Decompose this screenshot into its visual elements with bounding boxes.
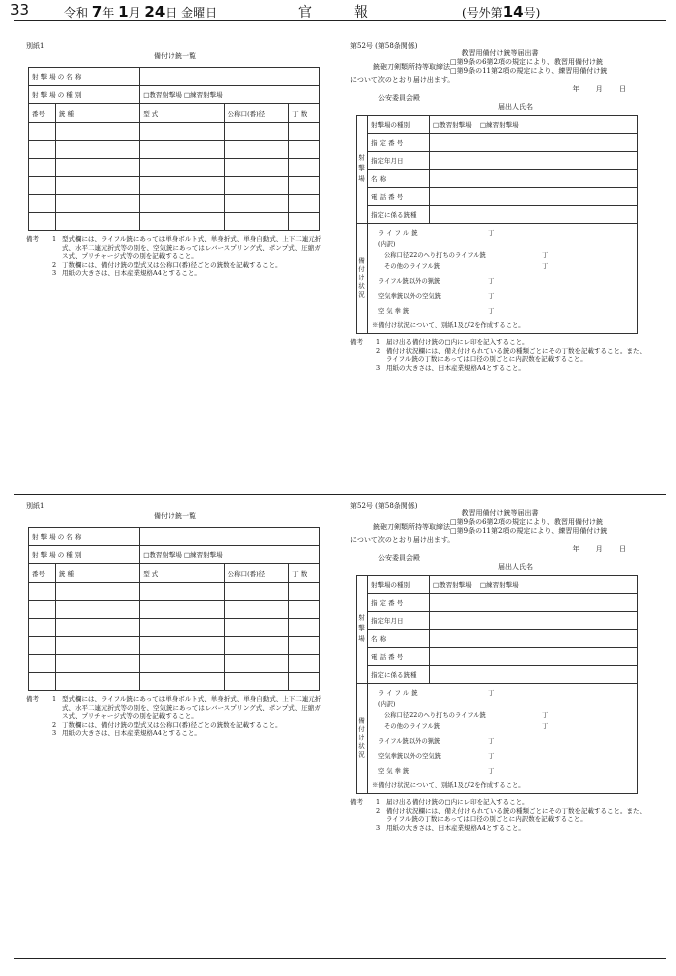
range-type-label: 射 撃 場 の 種 別 [29, 546, 140, 564]
field-designation-number: 指 定 番 号 [368, 134, 430, 152]
table-row [29, 141, 320, 159]
attachment-label: 別紙1 [26, 502, 45, 510]
issue-number: (号外第14号) [462, 3, 541, 21]
note-text: 届け出る備付け銃の□内にレ印を記入すること。 [386, 338, 529, 346]
law-suffix: について次のとおり届け出ます。 [350, 76, 455, 84]
addressee: 公安委員会殿 [378, 554, 420, 562]
col-caliber: 公称口(番)径 [224, 564, 289, 583]
applicant-name: 届出人氏名 [498, 103, 533, 111]
col-gun-type: 銃 種 [55, 104, 139, 123]
notes-tag: 備考 [26, 235, 39, 243]
form-block-bottom [0, 502, 676, 957]
col-caliber: 公称口(番)径 [224, 104, 289, 123]
attachment-title: 備付け銃一覧 [154, 512, 196, 520]
range-group-label: 射撃場 [357, 576, 368, 684]
form-block-top [0, 42, 676, 497]
field-gun-types: 指定に係る銃種 [368, 666, 430, 684]
status-group-label: 備付け状況 [357, 224, 368, 334]
form-52 [350, 42, 650, 372]
applicant-name: 届出人氏名 [498, 563, 533, 571]
date-line: 年 月 日 [572, 85, 626, 93]
law-reference: 銃砲刀剣類所持等取締法 □第9条の6第2項の規定により、教習用備付け銃 □第9条の11第2項の規定により、練習用備付け銃 [373, 518, 608, 535]
note-text: 丁数欄には、備付け銃の型式又は公称口(番)径ごとの銃数を記載すること。 [62, 260, 282, 269]
footer-rule [14, 958, 666, 959]
table-row [29, 637, 320, 655]
range-name-value [140, 528, 320, 546]
table-row [29, 159, 320, 177]
table-row [29, 655, 320, 673]
field-designation-number: 指 定 番 号 [368, 594, 430, 612]
form-notes: 備考 1 届け出る備付け銃の□内にレ印を記入すること。 2 備付け状況欄には、備え付けられている銃の種類ごとにその丁数を記載すること。また、ライフル銃の丁数にあっては口径の別ごとに内訳数を記載すること。 3 用紙の大きさは、日本産業規格A4とすること。 [350, 798, 650, 832]
gun-list-table [28, 527, 320, 691]
table-row [29, 213, 320, 231]
addressee: 公安委員会殿 [378, 94, 420, 102]
range-group-label: 射撃場 [357, 116, 368, 224]
range-type-options: □教習射撃場 □練習射撃場 [430, 116, 638, 134]
header-rule [14, 20, 666, 21]
range-type-label: 射撃場の種別 [368, 116, 430, 134]
col-model: 型 式 [140, 564, 224, 583]
form-table [356, 115, 638, 334]
field-name: 名 称 [368, 170, 430, 188]
attachment-1 [26, 42, 324, 278]
note-text: 丁数欄には、備付け銃の型式又は公称口(番)径ごとの銃数を記載すること。 [62, 720, 282, 729]
attachment-label: 別紙1 [26, 42, 45, 50]
range-type-options: □教習射撃場 □練習射撃場 [430, 576, 638, 594]
table-row [29, 177, 320, 195]
range-type-options: □教習射撃場 □練習射撃場 [140, 86, 320, 104]
form-label: 第52号 (第58条関係) [350, 42, 418, 50]
gun-list-table [28, 67, 320, 231]
note-text: 用紙の大きさは、日本産業規格A4とすること。 [386, 823, 525, 832]
issue-date: 令和 7年 1月 24日 金曜日 [64, 3, 218, 21]
table-header-row [29, 104, 320, 123]
form-notes: 備考 1 届け出る備付け銃の□内にレ印を記入すること。 2 備付け状況欄には、備え付けられている銃の種類ごとにその丁数を記載すること。また、ライフル銃の丁数にあっては口径の別ごとに内訳数を記載すること。 3 用紙の大きさは、日本産業規格A4とすること。 [350, 338, 650, 372]
field-phone: 電 話 番 号 [368, 188, 430, 206]
range-type-label: 射 撃 場 の 種 別 [29, 86, 140, 104]
note-text: 備付け状況欄には、備え付けられている銃の種類ごとにその丁数を記載すること。また、ライフル銃の丁数にあっては口径の別ごとに内訳数を記載すること。 [386, 346, 646, 363]
form-title: 教習用備付け銃等届出書 [461, 49, 539, 57]
form-title: 教習用備付け銃等届出書 [461, 509, 539, 517]
range-type-options: □教習射撃場 □練習射撃場 [140, 546, 320, 564]
status-note: ※備付け状況について、別紙1及び2を作成すること。 [372, 322, 525, 329]
range-name-value [140, 68, 320, 86]
note-text: 型式欄には、ライフル銃にあっては単身ボルト式、単身折式、単身自動式、上下二連元折式、水平二連元折式等の別を、空気銃にあってはレバースプリング式、ポンプ式、圧縮ガス式、プリチャージ式等の別を記載すること。 [62, 235, 322, 260]
note-text: 用紙の大きさは、日本産業規格A4とすること。 [62, 729, 201, 737]
col-number: 番号 [29, 564, 56, 583]
paper-name: 官報 [298, 5, 410, 21]
field-phone: 電 話 番 号 [368, 648, 430, 666]
attachment-1 [26, 502, 324, 738]
status-group-label: 備付け状況 [357, 684, 368, 794]
col-model: 型 式 [140, 104, 224, 123]
form-52 [350, 502, 650, 832]
table-row [29, 195, 320, 213]
attachment-title: 備付け銃一覧 [154, 52, 196, 60]
col-count: 丁 数 [289, 104, 320, 123]
attachment-notes: 備考 1 型式欄には、ライフル銃にあっては単身ボルト式、単身折式、単身自動式、上下二連元折式、水平二連元折式等の別を、空気銃にあってはレバースプリング式、ポンプ式、圧縮ガス式、プリチャージ式等の別を記載すること。 2 丁数欄には、備付け銃の型式又は公称口(番)径ごとの銃数を記載すること。 3 用紙の大きさは、日本産業規格A4とすること。 [26, 235, 324, 278]
col-gun-type: 銃 種 [55, 564, 139, 583]
form-label: 第52号 (第58条関係) [350, 502, 418, 510]
law-reference: 銃砲刀剣類所持等取締法 □第9条の6第2項の規定により、教習用備付け銃 □第9条の11第2項の規定により、練習用備付け銃 [373, 58, 608, 75]
field-designation-date: 指定年月日 [368, 612, 430, 630]
note-text: 用紙の大きさは、日本産業規格A4とすること。 [386, 363, 525, 372]
field-gun-types: 指定に係る銃種 [368, 206, 430, 224]
law-suffix: について次のとおり届け出ます。 [350, 536, 455, 544]
note-text: 備付け状況欄には、備え付けられている銃の種類ごとにその丁数を記載すること。また、ライフル銃の丁数にあっては口径の別ごとに内訳数を記載すること。 [386, 806, 646, 823]
range-name-label: 射 撃 場 の 名 称 [29, 528, 140, 546]
date-line: 年 月 日 [572, 545, 626, 553]
table-row [29, 123, 320, 141]
field-designation-date: 指定年月日 [368, 152, 430, 170]
status-list: ラ イ フ ル 銃 丁 (内訳) 公称口径22のへり打ちのライフル銃 丁 その他のライフル銃 丁 ライフル銃以外の猟銃 丁 空気拳銃以外の空気銃 丁 空 気 拳 銃 丁 ※備付け状況について、別紙1及び2を作成すること。 [368, 684, 638, 794]
attachment-notes: 備考 1 型式欄には、ライフル銃にあっては単身ボルト式、単身折式、単身自動式、上下二連元折式、水平二連元折式等の別を、空気銃にあってはレバースプリング式、ポンプ式、圧縮ガス式、プリチャージ式等の別を記載すること。 2 丁数欄には、備付け銃の型式又は公称口(番)径ごとの銃数を記載すること。 3 用紙の大きさは、日本産業規格A4とすること。 [26, 695, 324, 738]
table-row [29, 619, 320, 637]
range-type-label: 射撃場の種別 [368, 576, 430, 594]
table-row [29, 583, 320, 601]
table-header-row [29, 564, 320, 583]
status-note: ※備付け状況について、別紙1及び2を作成すること。 [372, 782, 525, 789]
col-number: 番号 [29, 104, 56, 123]
field-name: 名 称 [368, 630, 430, 648]
middle-rule [14, 494, 666, 495]
page-number: 33 [10, 1, 30, 19]
status-list: ラ イ フ ル 銃 丁 (内訳) 公称口径22のへり打ちのライフル銃 丁 その他のライフル銃 丁 ライフル銃以外の猟銃 丁 空気拳銃以外の空気銃 丁 空 気 拳 銃 丁 ※備付け状況について、別紙1及び2を作成すること。 [368, 224, 638, 334]
notes-tag: 備考 [26, 695, 39, 703]
note-text: 届け出る備付け銃の□内にレ印を記入すること。 [386, 798, 529, 806]
note-text: 用紙の大きさは、日本産業規格A4とすること。 [62, 269, 201, 277]
form-table [356, 575, 638, 794]
table-row [29, 673, 320, 691]
table-row [29, 601, 320, 619]
col-count: 丁 数 [289, 564, 320, 583]
range-name-label: 射 撃 場 の 名 称 [29, 68, 140, 86]
note-text: 型式欄には、ライフル銃にあっては単身ボルト式、単身折式、単身自動式、上下二連元折式、水平二連元折式等の別を、空気銃にあってはレバースプリング式、ポンプ式、圧縮ガス式、プリチャージ式等の別を記載すること。 [62, 695, 322, 720]
